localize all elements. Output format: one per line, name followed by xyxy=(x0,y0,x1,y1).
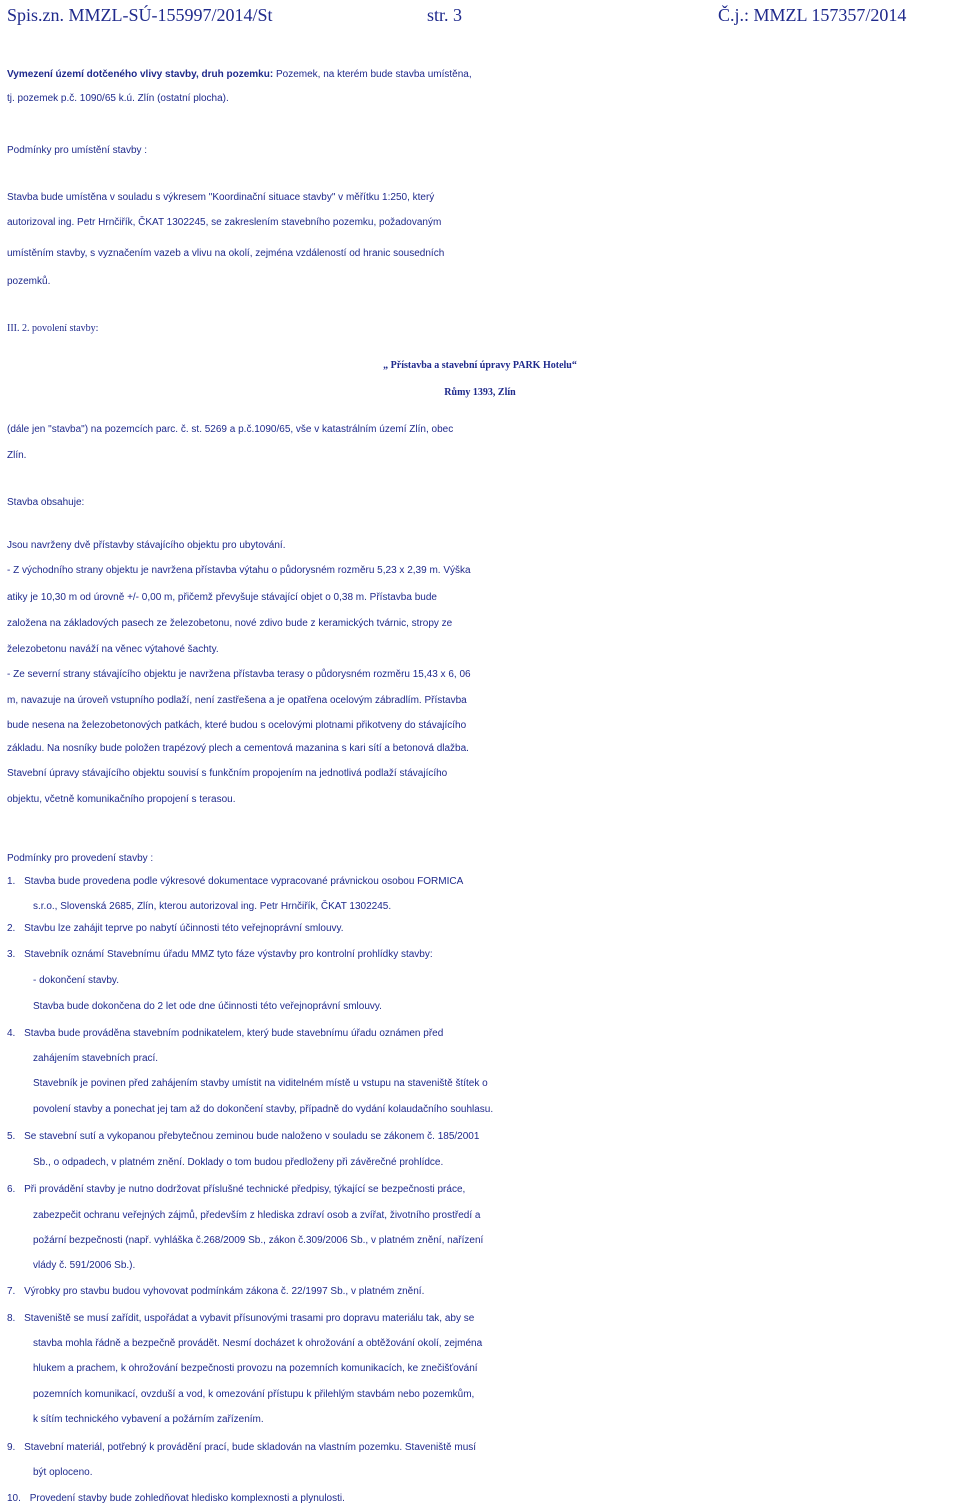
item-number: 8. xyxy=(7,1313,16,1324)
item-text: Při provádění stavby je nutno dodržovat příslušné technické předpisy, týkající se bezpečnosti práce, xyxy=(24,1184,466,1195)
obsah-line-11: objektu, včetně komunikačního propojení s terasou. xyxy=(7,794,236,805)
obsah-line-8: bude nesena na železobetonových patkách, které budou s ocelovými plotnami přikotveny do stávajícího xyxy=(7,720,467,731)
vymezeni-text: Pozemek, na kterém bude stavba umístěna, xyxy=(273,69,472,80)
item-number: 9. xyxy=(7,1442,16,1453)
provedeni-item-7 xyxy=(7,1281,957,1303)
building-title: „ Přístavba a stavební úpravy PARK Hotelu“ xyxy=(383,360,577,371)
obsah-line-1: Jsou navrženy dvě přístavby stávajícího objektu pro ubytování. xyxy=(7,540,286,551)
item-number: 4. xyxy=(7,1028,16,1039)
vymezeni-line-2: tj. pozemek p.č. 1090/65 k.ú. Zlín (ostatní plocha). xyxy=(7,93,229,104)
umisteni-line-3: umístěním stavby, s vyznačením vazeb a vlivu na okolí, zejména vzdáleností od hranic sousedních xyxy=(7,248,445,259)
provedeni-item-5 xyxy=(7,1126,957,1148)
item-number: 10. xyxy=(7,1493,21,1504)
provedeni-item-5-cont: Sb., o odpadech, v platném znění. Doklady o tom budou předloženy při závěrečné prohlídce. xyxy=(33,1157,444,1168)
obsah-line-6: - Ze severní strany stávajícího objektu je navržena přístavba terasy o půdorysném rozměru 15,43 x 6, 06 xyxy=(7,669,471,680)
provedeni-item-9-cont: být oploceno. xyxy=(33,1467,93,1478)
obsah-line-2: - Z východního strany objektu je navržena přístavba výtahu o půdorysném rozměru 5,23 x 2,39 m. Výška xyxy=(7,565,471,576)
umisteni-line-1: Stavba bude umístěna v souladu s výkresem "Koordinační situace stavby" v měřítku 1:250, který xyxy=(7,192,435,203)
item-text: Stavba bude provedena podle výkresové dokumentace vypracované právnickou osobou FORMICA xyxy=(24,876,464,887)
item-text: Stavbu lze zahájit teprve po nabytí účinnosti této veřejnoprávní smlouvy. xyxy=(24,923,344,934)
page-header xyxy=(0,5,960,29)
obsah-line-9: základu. Na nosníky bude položen trapézový plech a cementová mazanina s kari sítí a betonová dlažba. xyxy=(7,743,469,754)
item-text: Stavba bude prováděna stavebním podnikatelem, který bude stavebnímu úřadu oznámen před xyxy=(24,1028,444,1039)
povoleni-line-2: Zlín. xyxy=(7,450,27,461)
provedeni-item-1-cont: s.r.o., Slovenská 2685, Zlín, kterou autorizoval ing. Petr Hrnčiřík, ČKAT 1302245. xyxy=(33,901,392,912)
povoleni-line-1: (dále jen "stavba") na pozemcích parc. č. st. 5269 a p.č.1090/65, vše v katastrálním území Zlín, obec xyxy=(7,424,454,435)
provedeni-item-8 xyxy=(7,1308,957,1330)
obsah-line-3: atiky je 10,30 m od úrovně +/- 0,00 m, přičemž převyšuje stávající objet o 0,38 m. Přístavba bude xyxy=(7,592,437,603)
item-number: 6. xyxy=(7,1184,16,1195)
provedeni-item-8-cont-3: pozemních komunikací, ovzduší a vod, k omezování přístupu k přilehlým stavbám nebo pozemkům, xyxy=(33,1389,475,1400)
section-heading-umisteni: Podmínky pro umístění stavby : xyxy=(7,145,148,156)
provedeni-item-3-cont-2: Stavba bude dokončena do 2 let ode dne účinnosti této veřejnoprávní smlouvy. xyxy=(33,1001,382,1012)
obsah-line-4: založena na základových pasech ze železobetonu, nové zdivo bude z keramických tvárnic, stropy ze xyxy=(7,618,453,629)
item-text: Staveniště se musí zařídit, uspořádat a vybavit přísunovými trasami pro dopravu materiálu tak, aby se xyxy=(24,1313,475,1324)
provedeni-item-8-cont-2: hlukem a prachem, k ohrožování bezpečnosti provozu na pozemních komunikacích, ke znečišťování xyxy=(33,1363,478,1374)
section-heading-povoleni: III. 2. povolení stavby: xyxy=(7,323,99,334)
umisteni-line-4: pozemků. xyxy=(7,276,51,287)
item-number: 3. xyxy=(7,949,16,960)
item-number: 1. xyxy=(7,876,16,887)
item-text: Stavebník oznámí Stavebnímu úřadu MMZ tyto fáze výstavby pro kontrolní prohlídky stavby: xyxy=(24,949,433,960)
provedeni-item-9 xyxy=(7,1437,957,1459)
vymezeni-label: Vymezení území dotčeného vlivy stavby, druh pozemku: xyxy=(7,69,274,80)
provedeni-item-10 xyxy=(7,1488,957,1510)
header-page-number: str. 3 xyxy=(427,5,463,25)
building-address: Růmy 1393, Zlín xyxy=(444,387,516,398)
item-text: Stavební materiál, potřebný k provádění prací, bude skladován na vlastním pozemku. Staveniště musí xyxy=(24,1442,477,1453)
obsah-line-5: železobetonu naváží na věnec výtahové šachty. xyxy=(7,644,219,655)
umisteni-line-2: autorizoval ing. Petr Hrnčiřík, ČKAT 1302245, se zakreslením stavebního pozemku, požadovaným xyxy=(7,217,442,228)
obsah-line-7: m, navazuje na úroveň vstupního podlaží, není zastřešena a je opatřena ocelovým zábradlím. Přístavba xyxy=(7,695,467,706)
item-text: Provedení stavby bude zohledňovat hledisko komplexnosti a plynulosti. xyxy=(29,1493,345,1504)
provedeni-item-6 xyxy=(7,1179,957,1201)
header-reference-number: Č.j.: MMZL 157357/2014 xyxy=(718,5,907,25)
header-file-number: Spis.zn. MMZL-SÚ-155997/2014/St xyxy=(7,5,273,25)
provedeni-item-2 xyxy=(7,918,957,940)
item-number: 5. xyxy=(7,1131,16,1142)
provedeni-item-3 xyxy=(7,944,957,966)
provedeni-item-4 xyxy=(7,1023,957,1045)
item-text: Výrobky pro stavbu budou vyhovovat podmínkám zákona č. 22/1997 Sb., v platném znění. xyxy=(24,1286,425,1297)
provedeni-item-8-cont-4: k sítím technického vybavení a požárním zařízením. xyxy=(33,1414,264,1425)
provedeni-item-4-cont-2: Stavebník je povinen před zahájením stavby umístit na viditelném místě u vstupu na staveniště štítek o xyxy=(33,1078,488,1089)
vymezeni-line-1 xyxy=(7,64,957,86)
item-text: Se stavební sutí a vykopanou přebytečnou zeminou bude naloženo v souladu se zákonem č. 185/2001 xyxy=(24,1131,480,1142)
provedeni-item-3-cont-1: - dokončení stavby. xyxy=(33,975,119,986)
section-heading-obsah: Stavba obsahuje: xyxy=(7,497,85,508)
provedeni-item-6-cont-2: požární bezpečnosti (např. vyhláška č.268/2009 Sb., zákon č.309/2006 Sb., v platném znění, nařízení xyxy=(33,1235,484,1246)
provedeni-item-4-cont-1: zahájením stavebních prací. xyxy=(33,1053,159,1064)
provedeni-item-1 xyxy=(7,871,957,893)
section-heading-provedeni: Podmínky pro provedení stavby : xyxy=(7,853,154,864)
provedeni-item-8-cont-1: stavba mohla řádně a bezpečně provádět. Nesmí docházet k ohrožování a obtěžování okolí, zejména xyxy=(33,1338,483,1349)
item-number: 2. xyxy=(7,923,16,934)
obsah-line-10: Stavební úpravy stávajícího objektu souvisí s funkčním propojením na jednotlivá podlaží stávajícího xyxy=(7,768,448,779)
provedeni-item-6-cont-3: vlády č. 591/2006 Sb.). xyxy=(33,1260,136,1271)
provedeni-item-4-cont-3: povolení stavby a ponechat jej tam až do dokončení stavby, případně do vydání kolaudačního souhlasu. xyxy=(33,1104,494,1115)
provedeni-item-6-cont-1: zabezpečit ochranu veřejných zájmů, především z hlediska zdraví osob a zvířat, životního prostředí a xyxy=(33,1210,481,1221)
item-number: 7. xyxy=(7,1286,16,1297)
